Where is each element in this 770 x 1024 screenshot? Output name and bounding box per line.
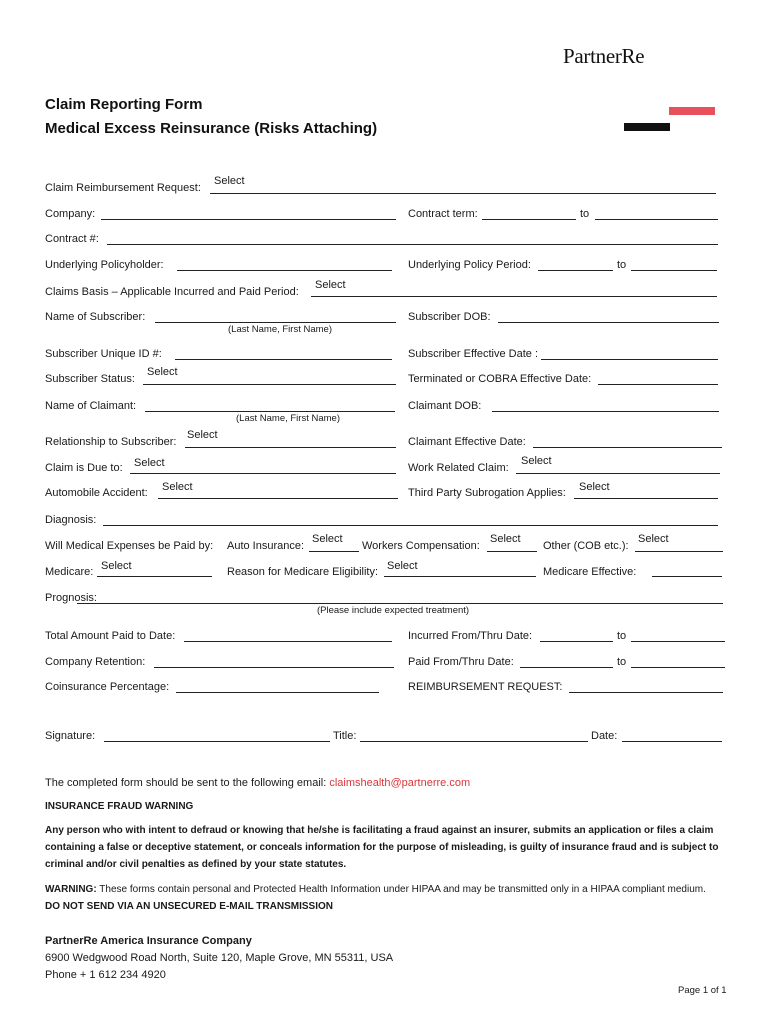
work-related-claim-field[interactable]	[516, 473, 720, 474]
underlying-policyholder-field[interactable]	[177, 270, 392, 271]
claimant-name-label: Name of Claimant:	[45, 400, 137, 412]
hipaa-warning-label: WARNING:	[45, 884, 97, 895]
fraud-warning-text: Any person who with intent to defraud or knowing that he/she is facilitating a fraud against an insurer, submits an application or files a claim containing a false or deceptive statement, or conceals information for the purpose of misleading, is guilty of insurance fraud and is subject to criminal and/or civil penalties as defined by your state statutes.	[45, 825, 719, 870]
work-related-claim-label: Work Related Claim:	[408, 462, 509, 474]
policy-period-to-field[interactable]	[631, 270, 717, 271]
paid-to-label: to	[617, 656, 627, 668]
claimant-dob-field[interactable]	[492, 411, 719, 412]
form-title: Claim Reporting Form	[45, 96, 203, 113]
claimant-name-field[interactable]	[145, 411, 395, 412]
date-label: Date:	[591, 730, 618, 742]
form-subtitle: Medical Excess Reinsurance (Risks Attaching)	[45, 120, 378, 137]
coinsurance-percentage-field[interactable]	[176, 692, 379, 693]
subscriber-effective-date-field[interactable]	[541, 359, 718, 360]
underlying-policyholder-label: Underlying Policyholder:	[45, 259, 164, 271]
claim-due-to-field[interactable]	[130, 473, 396, 474]
other-cob-select[interactable]: Select	[638, 533, 669, 545]
send-instructions-text: The completed form should be sent to the following email:	[45, 777, 327, 789]
incurred-from-thru-label: Incurred From/Thru Date:	[408, 630, 533, 642]
total-amount-paid-label: Total Amount Paid to Date:	[45, 630, 176, 642]
automobile-accident-field[interactable]	[158, 498, 398, 499]
contract-number-field[interactable]	[107, 244, 718, 245]
reimbursement-request-field[interactable]	[569, 692, 723, 693]
claim-reimbursement-label: Claim Reimbursement Request:	[45, 182, 201, 194]
claim-reimbursement-field[interactable]	[210, 193, 716, 194]
relationship-field[interactable]	[185, 447, 396, 448]
hipaa-warning-text: These forms contain personal and Protected Health Information under HIPAA and may be transmitted only in a HIPAA compliant medium.	[99, 884, 706, 895]
auto-insurance-field[interactable]	[309, 551, 359, 552]
company-retention-field[interactable]	[154, 667, 394, 668]
company-retention-label: Company Retention:	[45, 656, 146, 668]
other-cob-field[interactable]	[635, 551, 723, 552]
workers-compensation-field[interactable]	[487, 551, 537, 552]
claim-reimbursement-select[interactable]: Select	[214, 175, 245, 187]
paid-to-field[interactable]	[631, 667, 725, 668]
subscriber-name-hint: (Last Name, First Name)	[228, 324, 332, 335]
claims-email-link[interactable]: claimshealth@partnerre.com	[329, 777, 471, 789]
subscriber-unique-id-field[interactable]	[175, 359, 392, 360]
subscriber-status-select[interactable]: Select	[147, 366, 178, 378]
claims-basis-field[interactable]	[311, 296, 717, 297]
relationship-select[interactable]: Select	[187, 429, 218, 441]
company-field[interactable]	[101, 219, 396, 220]
contract-term-label: Contract term:	[408, 208, 478, 220]
relationship-label: Relationship to Subscriber:	[45, 436, 177, 448]
claimant-name-hint: (Last Name, First Name)	[236, 413, 340, 424]
contract-term-from-field[interactable]	[482, 219, 576, 220]
incurred-to-field[interactable]	[631, 641, 725, 642]
claims-basis-select[interactable]: Select	[315, 279, 346, 291]
title-field[interactable]	[360, 741, 588, 742]
logo-accent-black-bar	[624, 123, 670, 131]
medicare-effective-label: Medicare Effective:	[543, 566, 637, 578]
coinsurance-percentage-label: Coinsurance Percentage:	[45, 681, 170, 693]
subscriber-name-label: Name of Subscriber:	[45, 311, 146, 323]
other-cob-label: Other (COB etc.):	[543, 540, 629, 552]
fraud-warning-heading: INSURANCE FRAUD WARNING	[45, 801, 194, 812]
medicare-select[interactable]: Select	[101, 560, 132, 572]
reimbursement-request-label: REIMBURSEMENT REQUEST:	[408, 681, 563, 693]
prognosis-field[interactable]	[77, 603, 723, 604]
title-label: Title:	[333, 730, 357, 742]
subscriber-effective-date-label: Subscriber Effective Date :	[408, 348, 539, 360]
medicare-label: Medicare:	[45, 566, 94, 578]
signature-field[interactable]	[104, 741, 330, 742]
claimant-dob-label: Claimant DOB:	[408, 400, 482, 412]
medicare-field[interactable]	[97, 576, 212, 577]
do-not-send-warning: DO NOT SEND VIA AN UNSECURED E-MAIL TRANSMISSION	[45, 901, 333, 912]
contract-number-label: Contract #:	[45, 233, 99, 245]
prognosis-label: Prognosis:	[45, 592, 97, 604]
diagnosis-label: Diagnosis:	[45, 514, 97, 526]
claims-basis-label: Claims Basis – Applicable Incurred and Paid Period:	[45, 286, 299, 298]
third-party-subrogation-label: Third Party Subrogation Applies:	[408, 487, 566, 499]
subscriber-status-label: Subscriber Status:	[45, 373, 135, 385]
claim-due-to-select[interactable]: Select	[134, 457, 165, 469]
contract-term-to-field[interactable]	[595, 219, 718, 220]
hipaa-warning	[45, 884, 706, 895]
policy-period-from-field[interactable]	[538, 270, 613, 271]
subscriber-unique-id-label: Subscriber Unique ID #:	[45, 348, 162, 360]
signature-label: Signature:	[45, 730, 96, 742]
third-party-subrogation-field[interactable]	[574, 498, 718, 499]
partnerre-logo: PartnerRe	[563, 44, 645, 68]
subscriber-name-field[interactable]	[155, 322, 396, 323]
automobile-accident-label: Automobile Accident:	[45, 487, 148, 499]
reason-medicare-select[interactable]: Select	[387, 560, 418, 572]
company-label: Company:	[45, 208, 96, 220]
company-phone: Phone + 1 612 234 4920	[45, 969, 166, 981]
prognosis-hint: (Please include expected treatment)	[317, 605, 470, 616]
logo-accent-red-bar	[669, 107, 715, 115]
reason-medicare-field[interactable]	[384, 576, 536, 577]
auto-insurance-select[interactable]: Select	[312, 533, 343, 545]
contract-term-to-label: to	[580, 208, 590, 220]
subscriber-dob-label: Subscriber DOB:	[408, 311, 491, 323]
incurred-to-label: to	[617, 630, 627, 642]
work-related-claim-select[interactable]: Select	[521, 455, 552, 467]
underlying-policy-period-label: Underlying Policy Period:	[408, 259, 531, 271]
automobile-accident-select[interactable]: Select	[162, 481, 193, 493]
diagnosis-field[interactable]	[103, 525, 718, 526]
medicare-effective-field[interactable]	[652, 576, 722, 577]
subscriber-dob-field[interactable]	[498, 322, 719, 323]
total-amount-paid-field[interactable]	[184, 641, 392, 642]
send-instructions	[45, 777, 470, 789]
paid-from-thru-label: Paid From/Thru Date:	[408, 656, 514, 668]
claimant-effective-date-field[interactable]	[533, 447, 722, 448]
paid-from-field[interactable]	[520, 667, 613, 668]
claim-due-to-label: Claim is Due to:	[45, 462, 123, 474]
reason-medicare-label: Reason for Medicare Eligibility:	[227, 566, 379, 578]
company-address: 6900 Wedgwood Road North, Suite 120, Maple Grove, MN 55311, USA	[45, 952, 394, 964]
medical-expenses-paid-by-label: Will Medical Expenses be Paid by:	[45, 540, 214, 552]
terminated-cobra-label: Terminated or COBRA Effective Date:	[408, 373, 592, 385]
workers-compensation-label: Workers Compensation:	[362, 540, 480, 552]
page-number: Page 1 of 1	[678, 985, 727, 996]
date-field[interactable]	[622, 741, 722, 742]
subscriber-status-field[interactable]	[143, 384, 396, 385]
incurred-from-field[interactable]	[540, 641, 613, 642]
terminated-cobra-field[interactable]	[598, 384, 718, 385]
company-name: PartnerRe America Insurance Company	[45, 935, 252, 947]
claimant-effective-date-label: Claimant Effective Date:	[408, 436, 526, 448]
policy-period-to-label: to	[617, 259, 627, 271]
third-party-subrogation-select[interactable]: Select	[579, 481, 610, 493]
auto-insurance-label: Auto Insurance:	[227, 540, 305, 552]
workers-compensation-select[interactable]: Select	[490, 533, 521, 545]
